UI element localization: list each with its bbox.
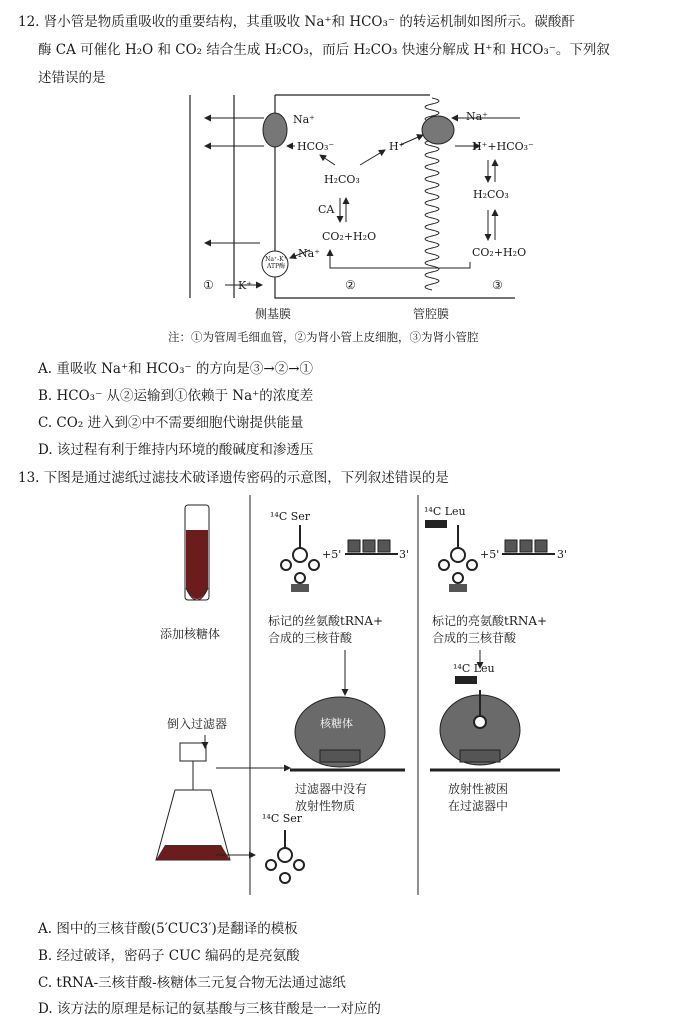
q13-left-result-1: 过滤器中没有 <box>295 782 368 796</box>
q13-label-pour-filter: 倒入过滤器 <box>167 717 228 731</box>
q12-label-co2-h2o-mid: CO₂+H₂O <box>322 230 377 243</box>
q12-label-k-plus: K⁺ <box>238 279 253 292</box>
q12-option-d: D. 该过程有利于维持内环境的酸碱度和渗透压 <box>38 442 314 458</box>
q13-label-three-prime-left: 3' <box>399 548 410 561</box>
q13-option-c: C. tRNA-三核苷酸-核糖体三元复合物无法通过滤纸 <box>38 975 346 991</box>
q13-leu-caption-2: 合成的三核苷酸 <box>432 631 517 645</box>
q13-option-a: A. 图中的三核苷酸(5′CUC3′)是翻译的模板 <box>38 921 298 937</box>
q12-label-h2co3-right: H₂CO₃ <box>473 188 509 201</box>
q12-label-h-hco3-right: H⁺+HCO₃⁻ <box>472 140 534 153</box>
q12-region-2: ② <box>345 278 356 292</box>
q12-label-luminal: 管腔膜 <box>413 307 450 321</box>
q12-stem-line3: 述错误的是 <box>38 70 106 86</box>
q12-label-na-mid: Na⁺ <box>298 247 320 260</box>
q13-label-c-ser-bottom: ¹⁴C Ser <box>262 812 303 825</box>
q12-option-c: C. CO₂ 进入到②中不需要细胞代谢提供能量 <box>38 415 304 431</box>
q12-label-ca: CA <box>318 203 335 216</box>
q13-right-result-1: 放射性被困 <box>448 782 509 796</box>
q13-option-b: B. 经过破译，密码子 CUC 编码的是亮氨酸 <box>38 948 300 964</box>
q12-stem-line1: 12. 肾小管是物质重吸收的重要结构，其重吸收 Na⁺和 HCO₃⁻ 的转运机制如图所示。碳酸酐 <box>18 14 575 30</box>
q13-label-c-leu-bound: ¹⁴C Leu <box>453 662 495 675</box>
q12-label-co2-h2o-right: CO₂+H₂O <box>472 246 527 259</box>
q13-stem: 13. 下图是通过滤纸过滤技术破译遗传密码的示意图，下列叙述错误的是 <box>18 470 449 486</box>
q12-label-basolateral: 侧基膜 <box>255 307 292 321</box>
q12-label-na-left: Na⁺ <box>293 113 315 126</box>
q13-right-result-2: 在过滤器中 <box>448 799 509 813</box>
q13-label-three-prime-right: 3' <box>557 548 568 561</box>
q12-stem-line2: 酶 CA 可催化 H₂O 和 CO₂ 结合生成 H₂CO₃，而后 H₂CO₃ 快速分解成 H⁺和 HCO₃⁻。下列叙 <box>38 42 610 58</box>
q12-label-hco3-left: HCO₃⁻ <box>297 140 335 153</box>
q12-label-pump: Na⁺-K⁺ ATP酶 <box>265 256 287 270</box>
q13-label-ribosome: 核糖体 <box>320 717 353 730</box>
q13-ser-caption-1: 标记的丝氨酸tRNA+ <box>268 614 384 628</box>
q13-leu-caption-1: 标记的亮氨酸tRNA+ <box>432 614 548 628</box>
q13-ser-caption-2: 合成的三核苷酸 <box>268 631 353 645</box>
q12-region-1: ① <box>203 278 214 292</box>
q13-label-c-ser-top: ¹⁴C Ser <box>270 510 311 523</box>
q12-region-3: ③ <box>492 278 503 292</box>
q12-option-a: A. 重吸收 Na⁺和 HCO₃⁻ 的方向是③→②→① <box>38 361 314 377</box>
q12-label-na-right: Na⁺ <box>466 110 488 123</box>
q13-option-d: D. 该方法的原理是标记的氨基酸与三核苷酸是一一对应的 <box>38 1001 381 1017</box>
q13-label-five-prime-right: +5' <box>480 548 500 561</box>
q12-option-b: B. HCO₃⁻ 从②运输到①依赖于 Na⁺的浓度差 <box>38 388 314 404</box>
q12-label-h2co3-mid: H₂CO₃ <box>324 173 360 186</box>
q12-label-h-plus: H⁺ <box>389 140 405 153</box>
q12-figure-note: 注：①为管周毛细血管，②为肾小管上皮细胞，③为肾小管腔 <box>168 330 479 344</box>
q13-label-five-prime-left: +5' <box>322 548 342 561</box>
q13-label-c-leu-top: ¹⁴C Leu <box>424 505 466 518</box>
q13-label-add-ribosome: 添加核糖体 <box>160 627 221 641</box>
q13-left-result-2: 放射性物质 <box>295 799 356 813</box>
